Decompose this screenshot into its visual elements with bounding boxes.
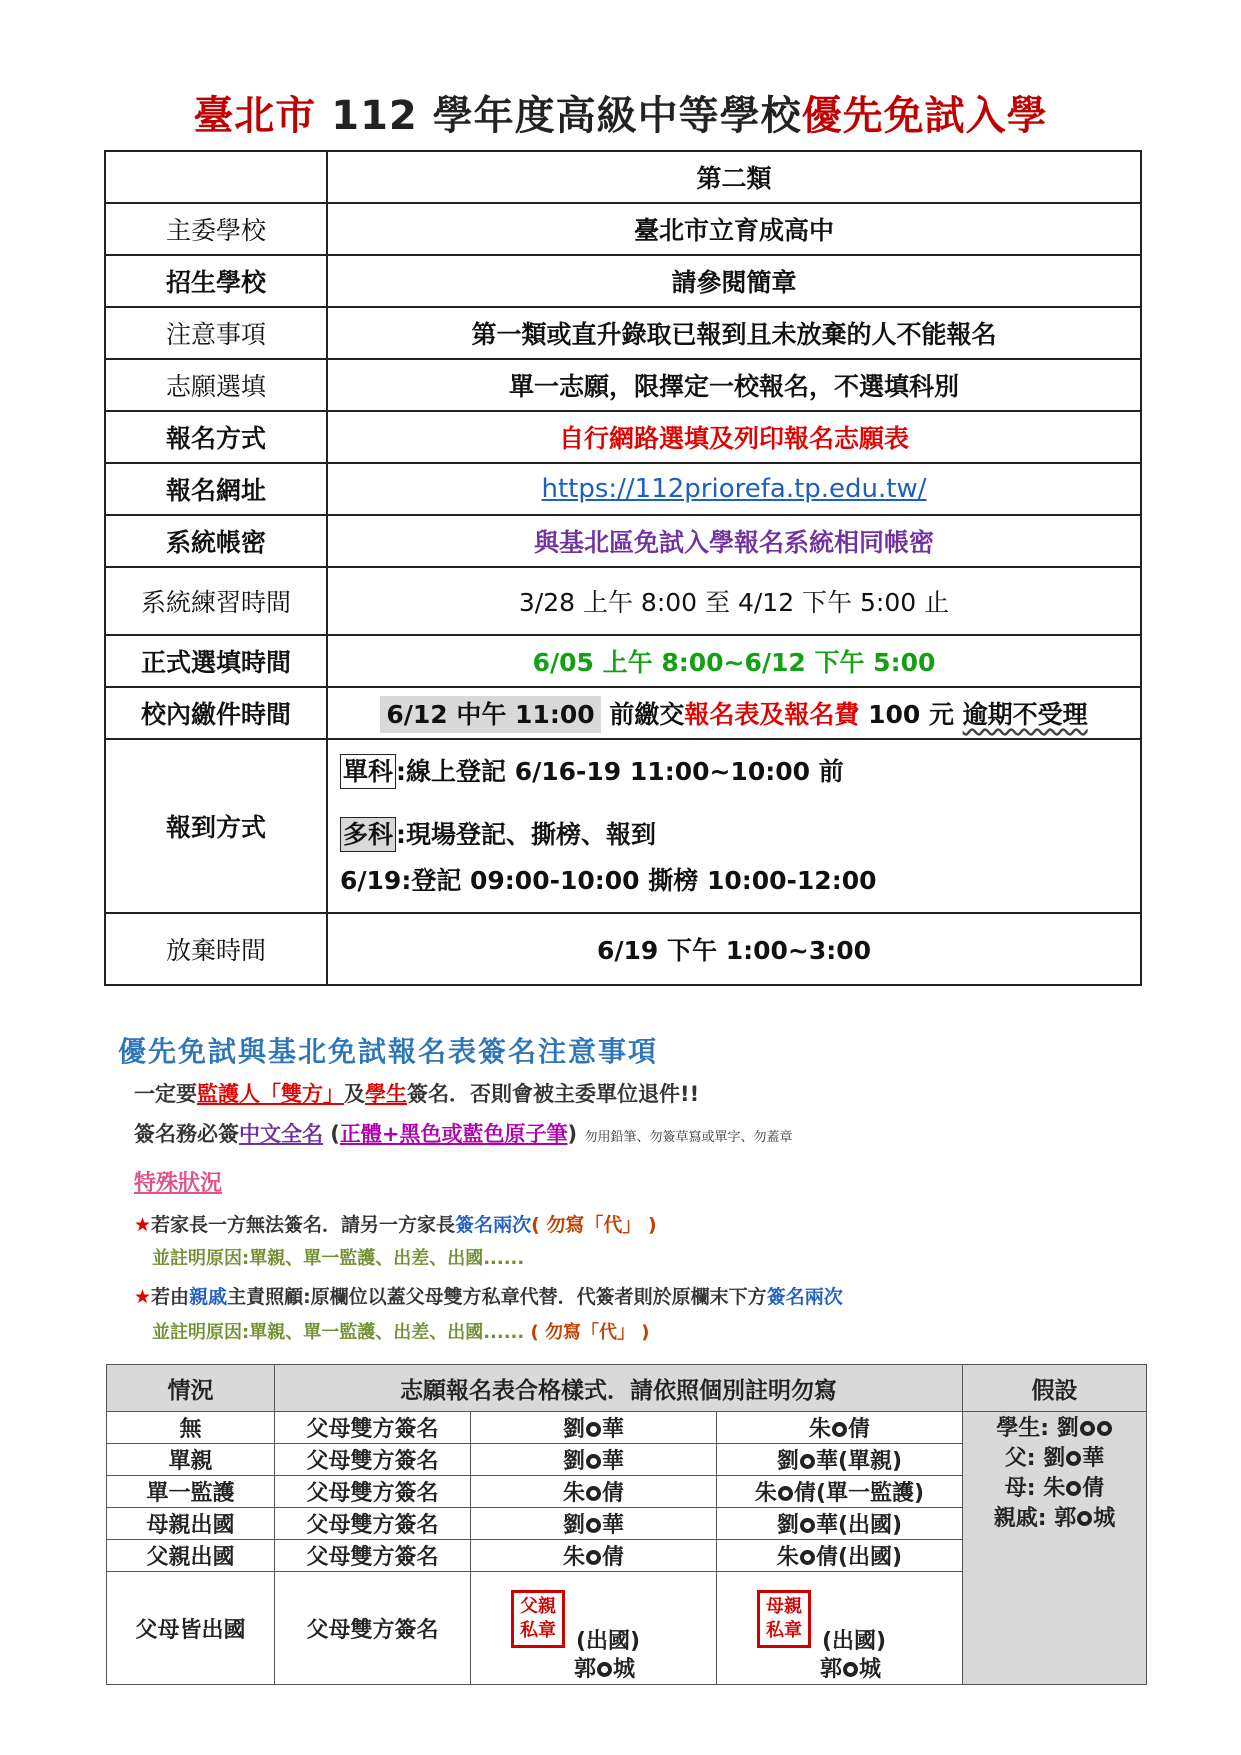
row-value: 單科 :線上登記 6/16-19 11:00~10:00 前 多科 :現場登記、撕榜、報到 6/19:登記 09:00-10:00 撕榜 10:00-12:00: [327, 739, 1141, 913]
row-value: 請參閱簡章: [327, 255, 1141, 307]
row-label: 報到方式: [105, 739, 327, 913]
example-header-row: [107, 1365, 1147, 1412]
table-row: [105, 307, 1141, 359]
row-label: 報名網址: [105, 463, 327, 515]
father-seal-stamp: 父親 私章: [511, 1590, 565, 1648]
category-header: 第二類: [327, 151, 1141, 203]
row-label: 注意事項: [105, 307, 327, 359]
assume-header: 假設: [963, 1365, 1147, 1412]
table-row: 父母皆出國 父母雙方簽名 父親 私章 (出國) 郭 城 母親 私章 (出國) 郭 城: [107, 1572, 1147, 1685]
row-label: 志願選填: [105, 359, 327, 411]
assumption-cell: 學生: 劉 父: 劉 華 母: 朱 倩 親戚: 郭 城: [963, 1412, 1147, 1685]
table-row: [105, 359, 1141, 411]
table-row: [105, 635, 1141, 687]
table-row: 母親出國 父母雙方簽名 劉 華 劉 華(出國): [107, 1508, 1147, 1540]
situation-header: 情況: [107, 1365, 275, 1412]
table-row: 單親 父母雙方簽名 劉 華 劉 華(單親): [107, 1444, 1147, 1476]
notice-line-4: 並註明原因:單親、單一監護、出差、出國......: [152, 1248, 525, 1269]
registration-url-link[interactable]: https://112priorefa.tp.edu.tw/: [541, 474, 927, 504]
table-row: [105, 739, 1141, 913]
table-header-row: [105, 151, 1141, 203]
table-row: [105, 411, 1141, 463]
row-label: 招生學校: [105, 255, 327, 307]
row-label: 放棄時間: [105, 913, 327, 985]
row-value: 與基北區免試入學報名系統相同帳密: [327, 515, 1141, 567]
row-value: 3/28 上午 8:00 至 4/12 下午 5:00 止: [327, 567, 1141, 635]
table-row: [105, 255, 1141, 307]
table-row: 父親出國 父母雙方簽名 朱 倩 朱 倩(出國): [107, 1540, 1147, 1572]
signature-notice-section: [118, 1030, 1168, 1070]
row-label: 系統帳密: [105, 515, 327, 567]
format-header: 志願報名表合格樣式．請依照個別註明勿寫: [275, 1365, 963, 1412]
row-label: 主委學校: [105, 203, 327, 255]
header-empty-cell: [105, 151, 327, 203]
row-value: 自行網路選填及列印報名志願表: [327, 411, 1141, 463]
row-value: 單一志願，限擇定一校報名，不選填科別: [327, 359, 1141, 411]
special-cases-heading: 特殊狀況: [134, 1171, 223, 1196]
row-label: 正式選填時間: [105, 635, 327, 687]
row-value: 6/19 下午 1:00~3:00: [327, 913, 1141, 985]
table-row: [105, 567, 1141, 635]
table-row: [105, 913, 1141, 985]
notice-line-5: ★若由親戚主責照顧:原欄位以蓋父母雙方私章代替．代簽者則於原欄末下方簽名兩次: [134, 1286, 843, 1308]
page-title: 臺北市 112 學年度高級中等學校優先免試入學: [193, 93, 1048, 139]
table-row: [105, 515, 1141, 567]
multi-subject-tag: 多科: [340, 817, 396, 852]
table-row: [105, 463, 1141, 515]
row-label: 報名方式: [105, 411, 327, 463]
table-row: [105, 687, 1141, 739]
notice-line-3: ★若家長一方無法簽名．請另一方家長簽名兩次( 勿寫「代」 ): [134, 1214, 657, 1236]
row-value: 6/05 上午 8:00~6/12 下午 5:00: [327, 635, 1141, 687]
row-value: 臺北市立育成高中: [327, 203, 1141, 255]
admission-info-table: [104, 150, 1142, 986]
notice-title: 優先免試與基北免試報名表簽名注意事項: [118, 1035, 659, 1068]
table-row: 單一監護 父母雙方簽名 朱 倩 朱 倩(單一監護): [107, 1476, 1147, 1508]
mother-seal-stamp: 母親 私章: [757, 1590, 811, 1648]
row-value: 6/12 中午 11:00 前繳交報名表及報名費 100 元 逾期不受理: [327, 687, 1141, 739]
signature-example-table: [106, 1364, 1147, 1685]
single-subject-tag: 單科: [340, 754, 396, 789]
row-label: 系統練習時間: [105, 567, 327, 635]
notice-line-6: 並註明原因:單親、單一監護、出差、出國...... ( 勿寫「代」 ): [152, 1322, 650, 1343]
notice-line-1: 一定要監護人「雙方」及學生簽名．否則會被主委單位退件!!: [134, 1082, 700, 1106]
row-value: [327, 463, 1141, 515]
table-row: 無 父母雙方簽名 劉 華 朱 倩 學生: 劉 父: 劉 華 母: 朱 倩 親戚: 郭 城: [107, 1412, 1147, 1444]
row-label: 校內繳件時間: [105, 687, 327, 739]
notice-line-2: 簽名務必簽中文全名 (正體+黑色或藍色原子筆) 勿用鉛筆、勿簽草寫或單字、勿蓋章: [134, 1122, 793, 1146]
row-value: 第一類或直升錄取已報到且未放棄的人不能報名: [327, 307, 1141, 359]
table-row: [105, 203, 1141, 255]
